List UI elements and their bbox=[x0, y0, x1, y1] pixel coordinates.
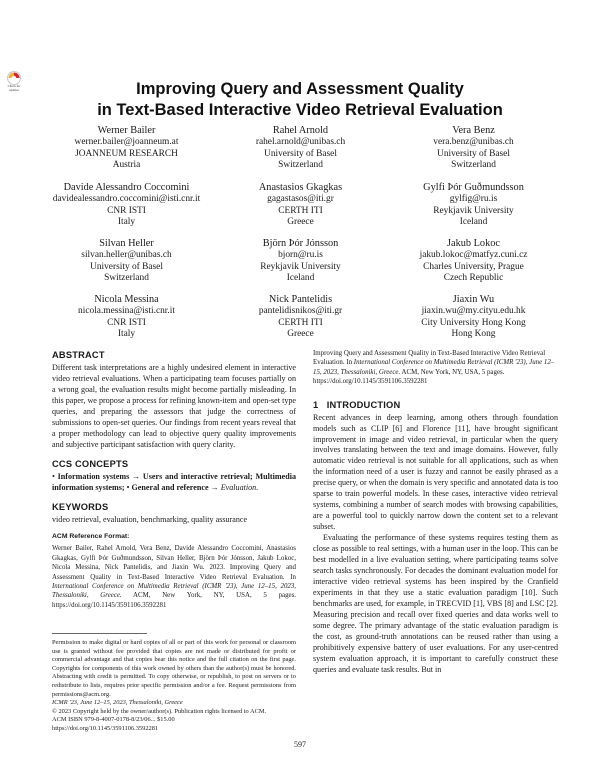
author-email[interactable]: nicola.messina@isti.cnr.it bbox=[78, 306, 175, 316]
author-country: Switzerland bbox=[278, 160, 323, 171]
author-email[interactable]: silvan.heller@unibas.ch bbox=[81, 250, 172, 260]
page-number: 597 bbox=[294, 740, 306, 749]
acm-reference-venue: International Conference on Multimedia Retrieval (ICMR '23), June 12–15, 2023, Thessaloniki, Greece. bbox=[52, 583, 296, 600]
copyright-line: © 2023 Copyright held by the owner/author(s). Publication rights licensed to ACM. bbox=[52, 707, 267, 715]
acm-reference bbox=[52, 532, 296, 610]
author-affiliation: CNR ISTI bbox=[107, 317, 146, 328]
author-email[interactable]: werner.bailer@joanneum.at bbox=[74, 137, 179, 147]
author-name: Anastasios Gkagkas bbox=[258, 182, 343, 193]
author-card bbox=[40, 124, 213, 172]
permission-block bbox=[52, 627, 296, 734]
conference-name: ICMR '23, June 12–15, 2023, Thessaloniki, Greece bbox=[52, 699, 183, 707]
author-country: Iceland bbox=[459, 217, 488, 228]
acm-reference-tail: ACM, New York, NY, USA, 5 pages. https://doi.org/10.1145/3591106.3592281 bbox=[52, 592, 297, 609]
badge-label: Check for updates bbox=[7, 84, 21, 92]
author-country: Switzerland bbox=[451, 160, 496, 171]
author-card bbox=[214, 181, 387, 229]
title-line-1: Improving Query and Assessment Quality bbox=[136, 80, 464, 98]
abstract-section bbox=[52, 349, 296, 451]
author-country: Greece bbox=[287, 217, 314, 228]
author-affiliation: Charles University, Prague bbox=[423, 261, 524, 272]
author-name: Björn Þór Jónsson bbox=[262, 238, 339, 249]
citation-tail: ACM, New York, NY, USA, 5 pages. https://doi.org/10.1145/3591106.3592281 bbox=[313, 368, 505, 386]
author-email[interactable]: vera.benz@unibas.ch bbox=[433, 137, 514, 147]
keywords-text: video retrieval, evaluation, benchmarking, quality assurance bbox=[52, 514, 248, 524]
author-email[interactable]: jakub.lokoc@matfyz.cuni.cz bbox=[419, 250, 528, 260]
author-card bbox=[40, 237, 213, 285]
author-name: Nicola Messina bbox=[94, 294, 159, 305]
author-affiliation: University of Basel bbox=[437, 148, 510, 159]
author-card bbox=[214, 237, 387, 285]
author-name: Rahel Arnold bbox=[272, 125, 329, 136]
acm-reference-heading: ACM Reference Format: bbox=[52, 533, 130, 541]
author-country: Italy bbox=[117, 329, 136, 340]
author-country: Czech Republic bbox=[443, 273, 504, 284]
author-country: Hong Kong bbox=[451, 329, 496, 340]
author-email[interactable]: rahel.arnold@unibas.ch bbox=[255, 137, 346, 147]
author-name: Davide Alessandro Coccomini bbox=[63, 182, 190, 193]
author-affiliation: CNR ISTI bbox=[107, 205, 146, 216]
author-email[interactable]: gagastasos@iti.gr bbox=[267, 194, 334, 204]
ccs-concept-2: General and reference → bbox=[131, 482, 219, 492]
ccs-section bbox=[52, 458, 296, 494]
author-affiliation: City University Hong Kong bbox=[421, 317, 526, 328]
introduction-heading: 1 INTRODUCTION bbox=[313, 399, 401, 410]
keywords-heading: KEYWORDS bbox=[52, 501, 109, 512]
intro-paragraph-2: Evaluating the performance of these systems requires testing them as close as possible to real settings, with a human user in the loop. This can be best modelled in a live evaluation setting, where participating teams solve search tasks synchronously. For decades the dominant evaluation model for interactive video retrieval systems has been inspired by the Cranfield experiments in that they use a static evaluation paradigm [10]. Such benchmarks are used, for example, in TRECVID [1], VBS [8] and LSC [2]. Measuring precision and recall over fixed queries and data works well to some degree. The primary advantage of the static evaluation paradigm is the cost, as ground-truth annotations can be reused rather than using a prohibitively expensive battery of user evaluations. For any user-centred system evaluation approach, it is important to carefully construct these queries and evaluate task results. But in bbox=[313, 533, 558, 674]
author-affiliation: University of Basel bbox=[90, 261, 163, 272]
author-email[interactable]: jiaxin.wu@my.cityu.edu.hk bbox=[421, 306, 526, 316]
author-country: Iceland bbox=[286, 273, 315, 284]
ccs-concepts: • Information systems → Users and interactive retrieval; Multimedia information systems; • General and reference → Evaluation. bbox=[52, 471, 297, 492]
author-name: Gylfi Þór Guðmundsson bbox=[423, 182, 524, 193]
author-affiliation: University of Basel bbox=[264, 148, 337, 159]
doi-link[interactable]: https://doi.org/10.1145/3591106.3592281 bbox=[52, 724, 159, 732]
author-name: Jakub Lokoc bbox=[447, 238, 500, 249]
title-line-2: in Text-Based Interactive Video Retrieval Evaluation bbox=[97, 101, 503, 119]
permission-text: Permission to make digital or hard copies of all or part of this work for personal or classroom use is granted without fee provided that copies are not made or distributed for profit or commercial advantage and that copies bear this notice and the full citation on the first page. Copyrights for components of this work owned by others than the author(s) must be honored. Abstracting with credit is permitted. To copy otherwise, or republish, to post on servers or to redistribute to lists, requires prior specific permission and/or a fee. Request permissions from permissions@acm.org. bbox=[52, 639, 296, 698]
author-name: Silvan Heller bbox=[99, 238, 154, 249]
acm-reference-authors: Werner Bailer, Rahel Arnold, Vera Benz, Davide Alessandro Coccomini, Anastasios Gkagkas, Gylfi Þór Guðmundsson, Silvan Heller, Björn Þór Jónsson, Jakub Lokoc, Nicola Messina, Nick Pantelidis, and Jiaxin Wu. 2023. bbox=[52, 545, 296, 572]
ccs-concept-1: Information systems → Users and interactive retrieval; Multimedia information systems; bbox=[52, 471, 297, 492]
author-country: Italy bbox=[117, 217, 136, 228]
author-affiliation: JOANNEUM RESEARCH bbox=[75, 148, 178, 159]
isbn-line: ACM ISBN 979-8-4007-0178-8/23/06... $15.00 bbox=[52, 716, 175, 724]
right-column bbox=[313, 349, 558, 676]
author-card bbox=[387, 124, 560, 172]
left-column bbox=[52, 349, 296, 610]
ccs-heading: CCS CONCEPTS bbox=[52, 458, 129, 469]
author-affiliation: Reykjavik University bbox=[433, 205, 514, 216]
keywords-section bbox=[52, 501, 296, 526]
author-card bbox=[40, 293, 213, 341]
author-email[interactable]: gylfig@ru.is bbox=[449, 194, 498, 204]
author-name: Vera Benz bbox=[452, 125, 495, 136]
paper-title bbox=[40, 79, 560, 121]
author-card bbox=[40, 181, 213, 229]
intro-paragraph-1: Recent advances in deep learning, among others through foundation models such as CLIP [6] and Florence [11], have brought significant improvement in image and video retrieval, in particular when the query involves translating between the text and image domains. However, fully automatic video retrieval is not suitable for all applications, such as when the information need of a user is fuzzy and cannot be easily phrased as a precise query, or when the domain is very specific and annotated data is too sparse to train powerful models. In these cases, interactive video retrieval systems, combining a number of search modes with browsing capabilities, are a powerful tool to quickly narrow down the content set to a relevant subset. bbox=[313, 412, 558, 532]
check-for-updates-badge[interactable] bbox=[3, 70, 25, 94]
citation-title: Improving Query and Assessment Quality in Text-Based Interactive Video Retrieval Evaluation. In bbox=[313, 350, 546, 367]
author-card bbox=[387, 237, 560, 285]
acm-reference-title: Improving Query and Assessment Quality in Text-Based Interactive Video Retrieval Evaluation. In bbox=[52, 564, 296, 581]
author-affiliation: CERTH ITI bbox=[278, 205, 323, 216]
author-name: Jiaxin Wu bbox=[452, 294, 495, 305]
ccs-concept-2-italic: Evaluation. bbox=[220, 482, 259, 492]
citation-venue: International Conference on Multimedia Retrieval (ICMR '23), June 12–15, 2023, Thessaloniki, Greece. bbox=[313, 359, 555, 376]
author-card bbox=[387, 181, 560, 229]
author-name: Nick Pantelidis bbox=[268, 294, 333, 305]
abstract-text: Different task interpretations are a highly undesired element in interactive video retrieval evaluations. When a participating team focuses partially on a wrong goal, the evaluation results might become partially misleading. In this paper, we propose a process for refining known-item and open-set type queries, and preparing the assessors that judge the correctness of submissions to open-set queries. Our findings from recent years reveal that a proper methodology can lead to objective query quality improvements and subjective participant satisfaction with query clarity. bbox=[52, 363, 296, 449]
author-country: Switzerland bbox=[104, 273, 149, 284]
author-country: Greece bbox=[287, 329, 314, 340]
author-email[interactable]: bjorn@ru.is bbox=[278, 250, 323, 260]
author-name: Werner Bailer bbox=[97, 125, 156, 136]
abstract-heading: ABSTRACT bbox=[52, 350, 105, 360]
author-affiliation: Reykjavik University bbox=[260, 261, 341, 272]
footnote-rule bbox=[52, 633, 147, 634]
conference-line bbox=[52, 699, 296, 708]
author-email[interactable]: pantelidisnikos@iti.gr bbox=[258, 306, 343, 316]
author-email[interactable]: davidealessandro.coccomini@isti.cnr.it bbox=[52, 194, 201, 204]
author-affiliation: CERTH ITI bbox=[278, 317, 323, 328]
author-card bbox=[214, 124, 387, 172]
author-card bbox=[214, 293, 387, 341]
author-country: Austria bbox=[112, 160, 141, 171]
citation-block bbox=[313, 349, 558, 387]
acm-reference-text bbox=[52, 544, 296, 610]
author-card bbox=[387, 293, 560, 341]
